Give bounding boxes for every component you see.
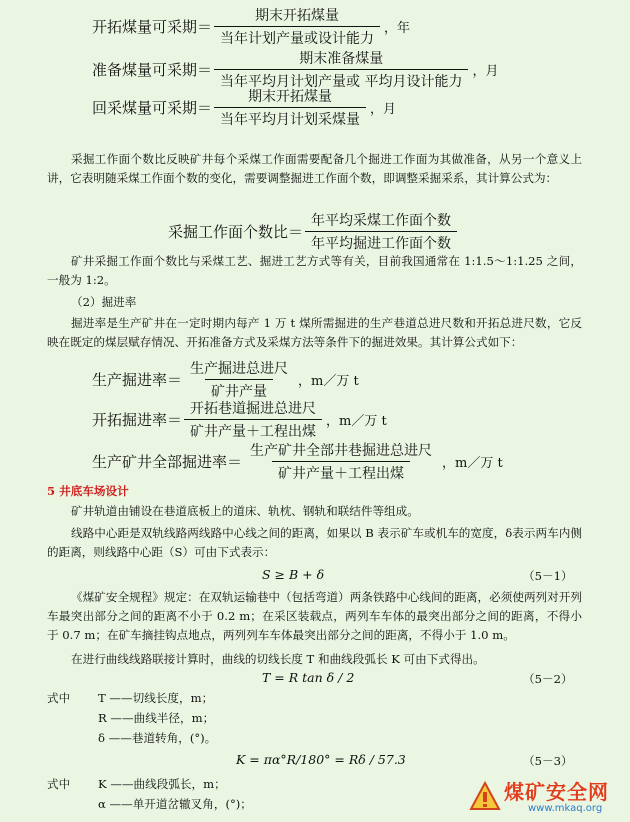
paragraph-face-ratio: 采掘工作面个数比反映矿井每个采煤工作面需要配备几个掘进工作面为其做准备，从另一个意义上讲，它表明随采煤工作面个数的变化，需要调整掘进工作面个数，即调整采掘采系，其计算公式为： [47,152,582,185]
mine-emblem-icon [468,780,502,814]
formula-mining-reserve [92,86,396,129]
formula-total-excavation-rate [92,440,503,483]
denominator: 当年平均月计划产量或 平均月设计能力 [214,69,468,91]
paragraph-safety-rules: 《煤矿安全规程》规定：在双轨运输巷中（包括弯道）两条铁路中心线间的距离，必须使两列对开列车最突出部分之间的距离不小于 0.2 m；在采区装载点，两列车车体的最突出部分之间的距离，不得小于 0.7 m；在矿车摘挂钩点地点，两列列车车体最突出部分之间的距离，不得小于 1.0 m。 [47,590,582,642]
fraction [305,210,457,253]
formula-unit: ，年 [384,21,411,36]
paragraph-track: 矿井轨道由铺设在巷道底板上的道床、轨枕、钢轨和联结件等组成。 [71,504,419,518]
fraction [184,358,294,401]
numerator: 期末准备煤量 [299,51,384,67]
where-label: 式中 [47,691,71,705]
formula-label: 生产掘进率＝ [92,371,183,389]
equation-number: （5－3） [523,754,573,768]
equation-number: （5－2） [523,672,573,686]
numerator: 生产掘进总进尺 [190,361,289,377]
formula-face-ratio [168,210,459,253]
section-heading: 5 井底车场设计 [47,484,129,498]
denominator: 矿井产量＋工程出煤 [272,461,410,483]
equation-5-2: T = R tan δ / 2 [262,670,355,685]
logo-url: www.mkaq.org [528,803,603,814]
numerator: 生产矿井全部井巷掘进总进尺 [250,443,433,459]
numerator: 年平均采煤工作面个数 [311,213,452,229]
formula-unit: ，m／万 t [326,414,387,429]
equation-number: （5－1） [523,569,573,583]
definition-item: K ——曲线段弧长，m； [98,777,226,791]
fraction [214,86,366,129]
numerator: 开拓巷道掘进总进尺 [190,401,317,417]
definition-item: α ——单开道岔辙叉角，(°)； [98,797,252,811]
fraction [184,398,322,441]
formula-development-excavation-rate [92,398,387,441]
formula-unit: ，m／万 t [442,456,503,471]
subsection-title: （2）掘进率 [71,295,137,309]
equation-5-1: S ≥ B + δ [262,567,325,582]
formula-production-excavation-rate [92,358,359,401]
formula-unit: ，月 [370,102,397,117]
formula-unit: ，月 [472,64,499,79]
formula-label: 回采煤量可采期＝ [92,99,213,117]
fraction [214,5,380,48]
equation-5-3: K = πα°R/180° = Rδ / 57.3 [236,752,406,767]
paragraph-excavation-rate: 掘进率是生产矿井在一定时期内每产 1 万 t 煤所需掘进的生产巷道总进尺数和开拓总进尺数，它反映在既定的煤层赋存情况、开拓准备方式及采煤方法等条件下的掘进效果。其计算公式如下： [47,316,582,349]
formula-development-reserve [92,5,410,48]
definition-item: δ ——巷道转角，(°)。 [98,731,217,745]
denominator: 矿井产量＋工程出煤 [184,419,322,441]
denominator: 年平均掘进工作面个数 [305,231,457,253]
formula-unit: ，m／万 t [298,374,359,389]
formula-label: 开拓掘进率＝ [92,411,183,429]
formula-label: 生产矿井全部掘进率＝ [92,453,243,471]
formula-label: 开拓煤量可采期＝ [92,18,213,36]
definition-item: T ——切线长度，m； [98,691,214,705]
denominator: 当年计划产量或设计能力 [214,26,380,48]
formula-prepared-reserve [92,48,498,91]
numerator: 期末开拓煤量 [255,8,340,24]
formula-label: 采掘工作面个数比＝ [168,223,304,241]
fraction [244,440,438,483]
logo-brand-text: 煤矿安全网 [504,780,609,804]
site-logo [468,776,622,818]
fraction [214,48,468,91]
paragraph-track-spacing: 线路中心距是双轨线路两线路中心线之间的距离，如果以 B 表示矿车或机车的宽度，δ表示两车内侧的距离，则线路中心距（S）可由下式表示： [47,526,582,559]
where-label: 式中 [47,777,71,791]
denominator: 当年平均月计划采煤量 [214,107,366,129]
denominator: 矿井产量 [205,379,273,401]
definition-item: R ——曲线半径，m； [98,711,215,725]
paragraph-curve: 在进行曲线线路联接计算时，曲线的切线长度 T 和曲线段弧长 K 可由下式得出。 [71,652,485,666]
formula-label: 准备煤量可采期＝ [92,61,213,79]
numerator: 期末开拓煤量 [248,89,333,105]
paragraph-ratio-range: 矿井采掘工作面个数比与采煤工艺、掘进工艺方式等有关，目前我国通常在 1:1.5～1:1.25 之间，一般为 1:2。 [47,254,582,287]
